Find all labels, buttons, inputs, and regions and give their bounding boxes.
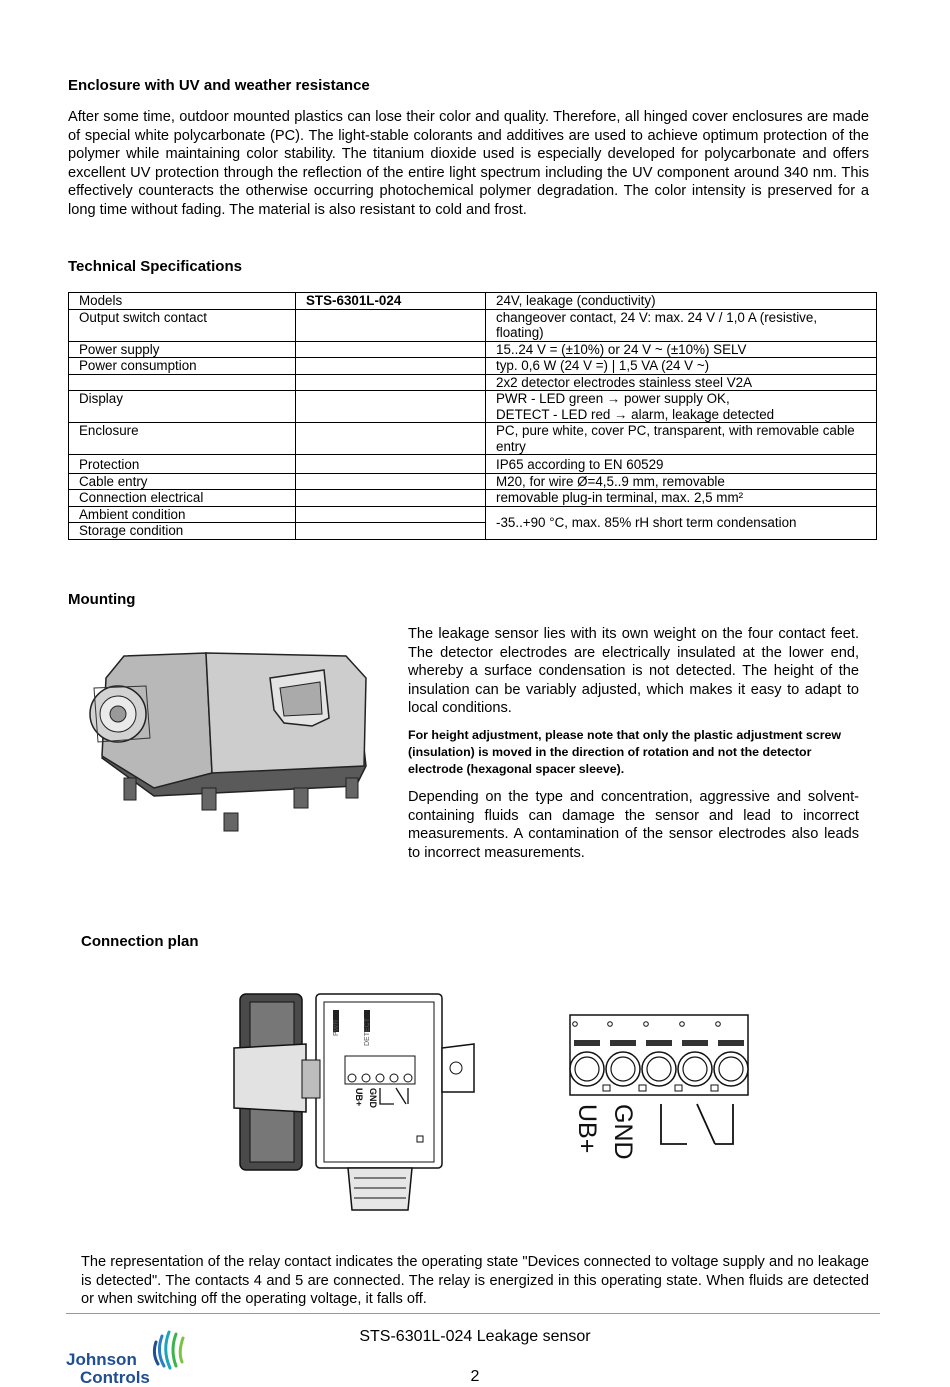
spec-value: typ. 0,6 W (24 V =) | 1,5 VA (24 V ~) (486, 358, 877, 375)
spec-value: changeover contact, 24 V: max. 24 V / 1,0 A (resistive, floating) (486, 309, 877, 341)
spec-model (296, 523, 486, 540)
mounting-paragraph-2: Depending on the type and concentration, aggressive and solvent-containing fluids can damage the sensor and lead to incorrect measurements. A contamination of the sensor electrodes also leads to incorrect measurements. (408, 789, 859, 861)
section-title-connection: Connection plan (81, 933, 199, 950)
logo-mark-icon (148, 1328, 192, 1372)
spec-model (296, 341, 486, 358)
spec-value: PC, pure white, cover PC, transparent, with removable cable entry (486, 423, 877, 455)
detect-led-label: DETECT (364, 1018, 371, 1046)
spec-model (296, 391, 486, 423)
spec-model (296, 506, 486, 523)
terminal-ub-label-small: UB+ (354, 1088, 364, 1107)
spec-value: IP65 according to EN 60529 (486, 455, 877, 474)
table-row (69, 341, 877, 358)
spec-model (296, 374, 486, 391)
johnson-controls-logo (64, 1326, 194, 1386)
enclosure-paragraph: After some time, outdoor mounted plastics can lose their color and quality. Therefore, all hinged cover enclosures are made of special white polycarbonate (PC). The light-stable colorants and additives are used to achieve optimum protection of the polymer while maintaining color stability. The titanium dioxide used is especially developed for polycarbonate and offers excellent UV protection through the reflection of the entire light spectrum including the UV component around 340 nm. This effectively counteracts the otherwise occurring photochemical polymer degradation. The color intensity is preserved for a long time without fading. The material is also resistant to cold and frost. (68, 109, 869, 218)
spec-value: -35..+90 °C, max. 85% rH short term condensation (486, 506, 877, 539)
terminal-gnd-label: GND (609, 1104, 637, 1160)
spec-model (296, 309, 486, 341)
section-title-enclosure: Enclosure with UV and weather resistance (68, 77, 370, 94)
spec-label: Display (69, 391, 296, 423)
relay-contact-symbol (661, 1104, 687, 1144)
spec-value: PWR - LED green → power supply OK, (496, 391, 730, 406)
spec-label: Enclosure (69, 423, 296, 455)
spec-label: Models (69, 293, 296, 310)
spec-value-line2: DETECT - LED red → alarm, leakage detected (496, 406, 775, 422)
connection-paragraph: The representation of the relay contact indicates the operating state "Devices connected to voltage supply and no leakage is detected". The contacts 4 and 5 are connected. The relay is energized in this operating state. When fluids are detected or when switching off the operating voltage, it falls off. (81, 1254, 869, 1307)
spec-value: 15..24 V = (±10%) or 24 V ~ (±10%) SELV (486, 341, 877, 358)
terminal-block-diagram (565, 1012, 753, 1160)
spec-model (296, 490, 486, 507)
spec-label: Power supply (69, 341, 296, 358)
spec-label: Connection electrical (69, 490, 296, 507)
table-row (69, 293, 877, 310)
enclosure-open-diagram (230, 988, 482, 1216)
page-number: 2 (470, 1368, 480, 1385)
mounting-paragraph-1: The leakage sensor lies with its own weight on the four contact feet. The detector electrodes are electrically insulated at the lower end, whereby a surface condensation is not detected. The height of the insulation can be variably adjusted, which makes it easy to adapt to local conditions. (408, 626, 859, 716)
terminal-gnd-label-small: GND (368, 1088, 378, 1108)
spec-label: Power consumption (69, 358, 296, 375)
spec-label: Ambient condition (69, 506, 296, 523)
table-row (69, 374, 877, 391)
table-row (69, 391, 877, 423)
table-row (69, 309, 877, 341)
spec-value: M20, for wire Ø=4,5..9 mm, removable (486, 473, 877, 490)
spec-label (69, 374, 296, 391)
spec-label: Protection (69, 455, 296, 474)
spec-model (296, 423, 486, 455)
section-title-mounting: Mounting (68, 591, 136, 608)
spec-value: 24V, leakage (conductivity) (486, 293, 877, 310)
spec-value: removable plug-in terminal, max. 2,5 mm² (486, 490, 877, 507)
pwr-led-label: PWR (333, 1019, 340, 1036)
spec-model (296, 473, 486, 490)
spec-model: STS-6301L-024 (306, 293, 402, 308)
spec-label: Cable entry (69, 473, 296, 490)
table-row (69, 490, 877, 507)
spec-model (296, 358, 486, 375)
table-row (69, 358, 877, 375)
spec-label: Output switch contact (69, 309, 296, 341)
table-row (69, 455, 877, 474)
spec-model (296, 455, 486, 474)
spec-table (68, 292, 877, 540)
sensor-device-illustration (84, 648, 374, 834)
section-title-specs: Technical Specifications (68, 258, 242, 275)
terminal-ub-label: UB+ (573, 1104, 601, 1154)
table-row (69, 423, 877, 455)
table-row (69, 473, 877, 490)
logo-text-controls: Controls (80, 1368, 150, 1387)
spec-value: 2x2 detector electrodes stainless steel V2A (486, 374, 877, 391)
table-row (69, 506, 877, 523)
spec-label: Storage condition (69, 523, 296, 540)
footer-title: STS-6301L-024 Leakage sensor (359, 1328, 591, 1345)
footer-divider (66, 1313, 880, 1314)
logo-text-johnson: Johnson (66, 1350, 137, 1369)
mounting-note: For height adjustment, please note that only the plastic adjustment screw (insulation) is moved in the direction of rotation and not the detector electrode (hexagonal spacer sleeve). (408, 728, 842, 776)
